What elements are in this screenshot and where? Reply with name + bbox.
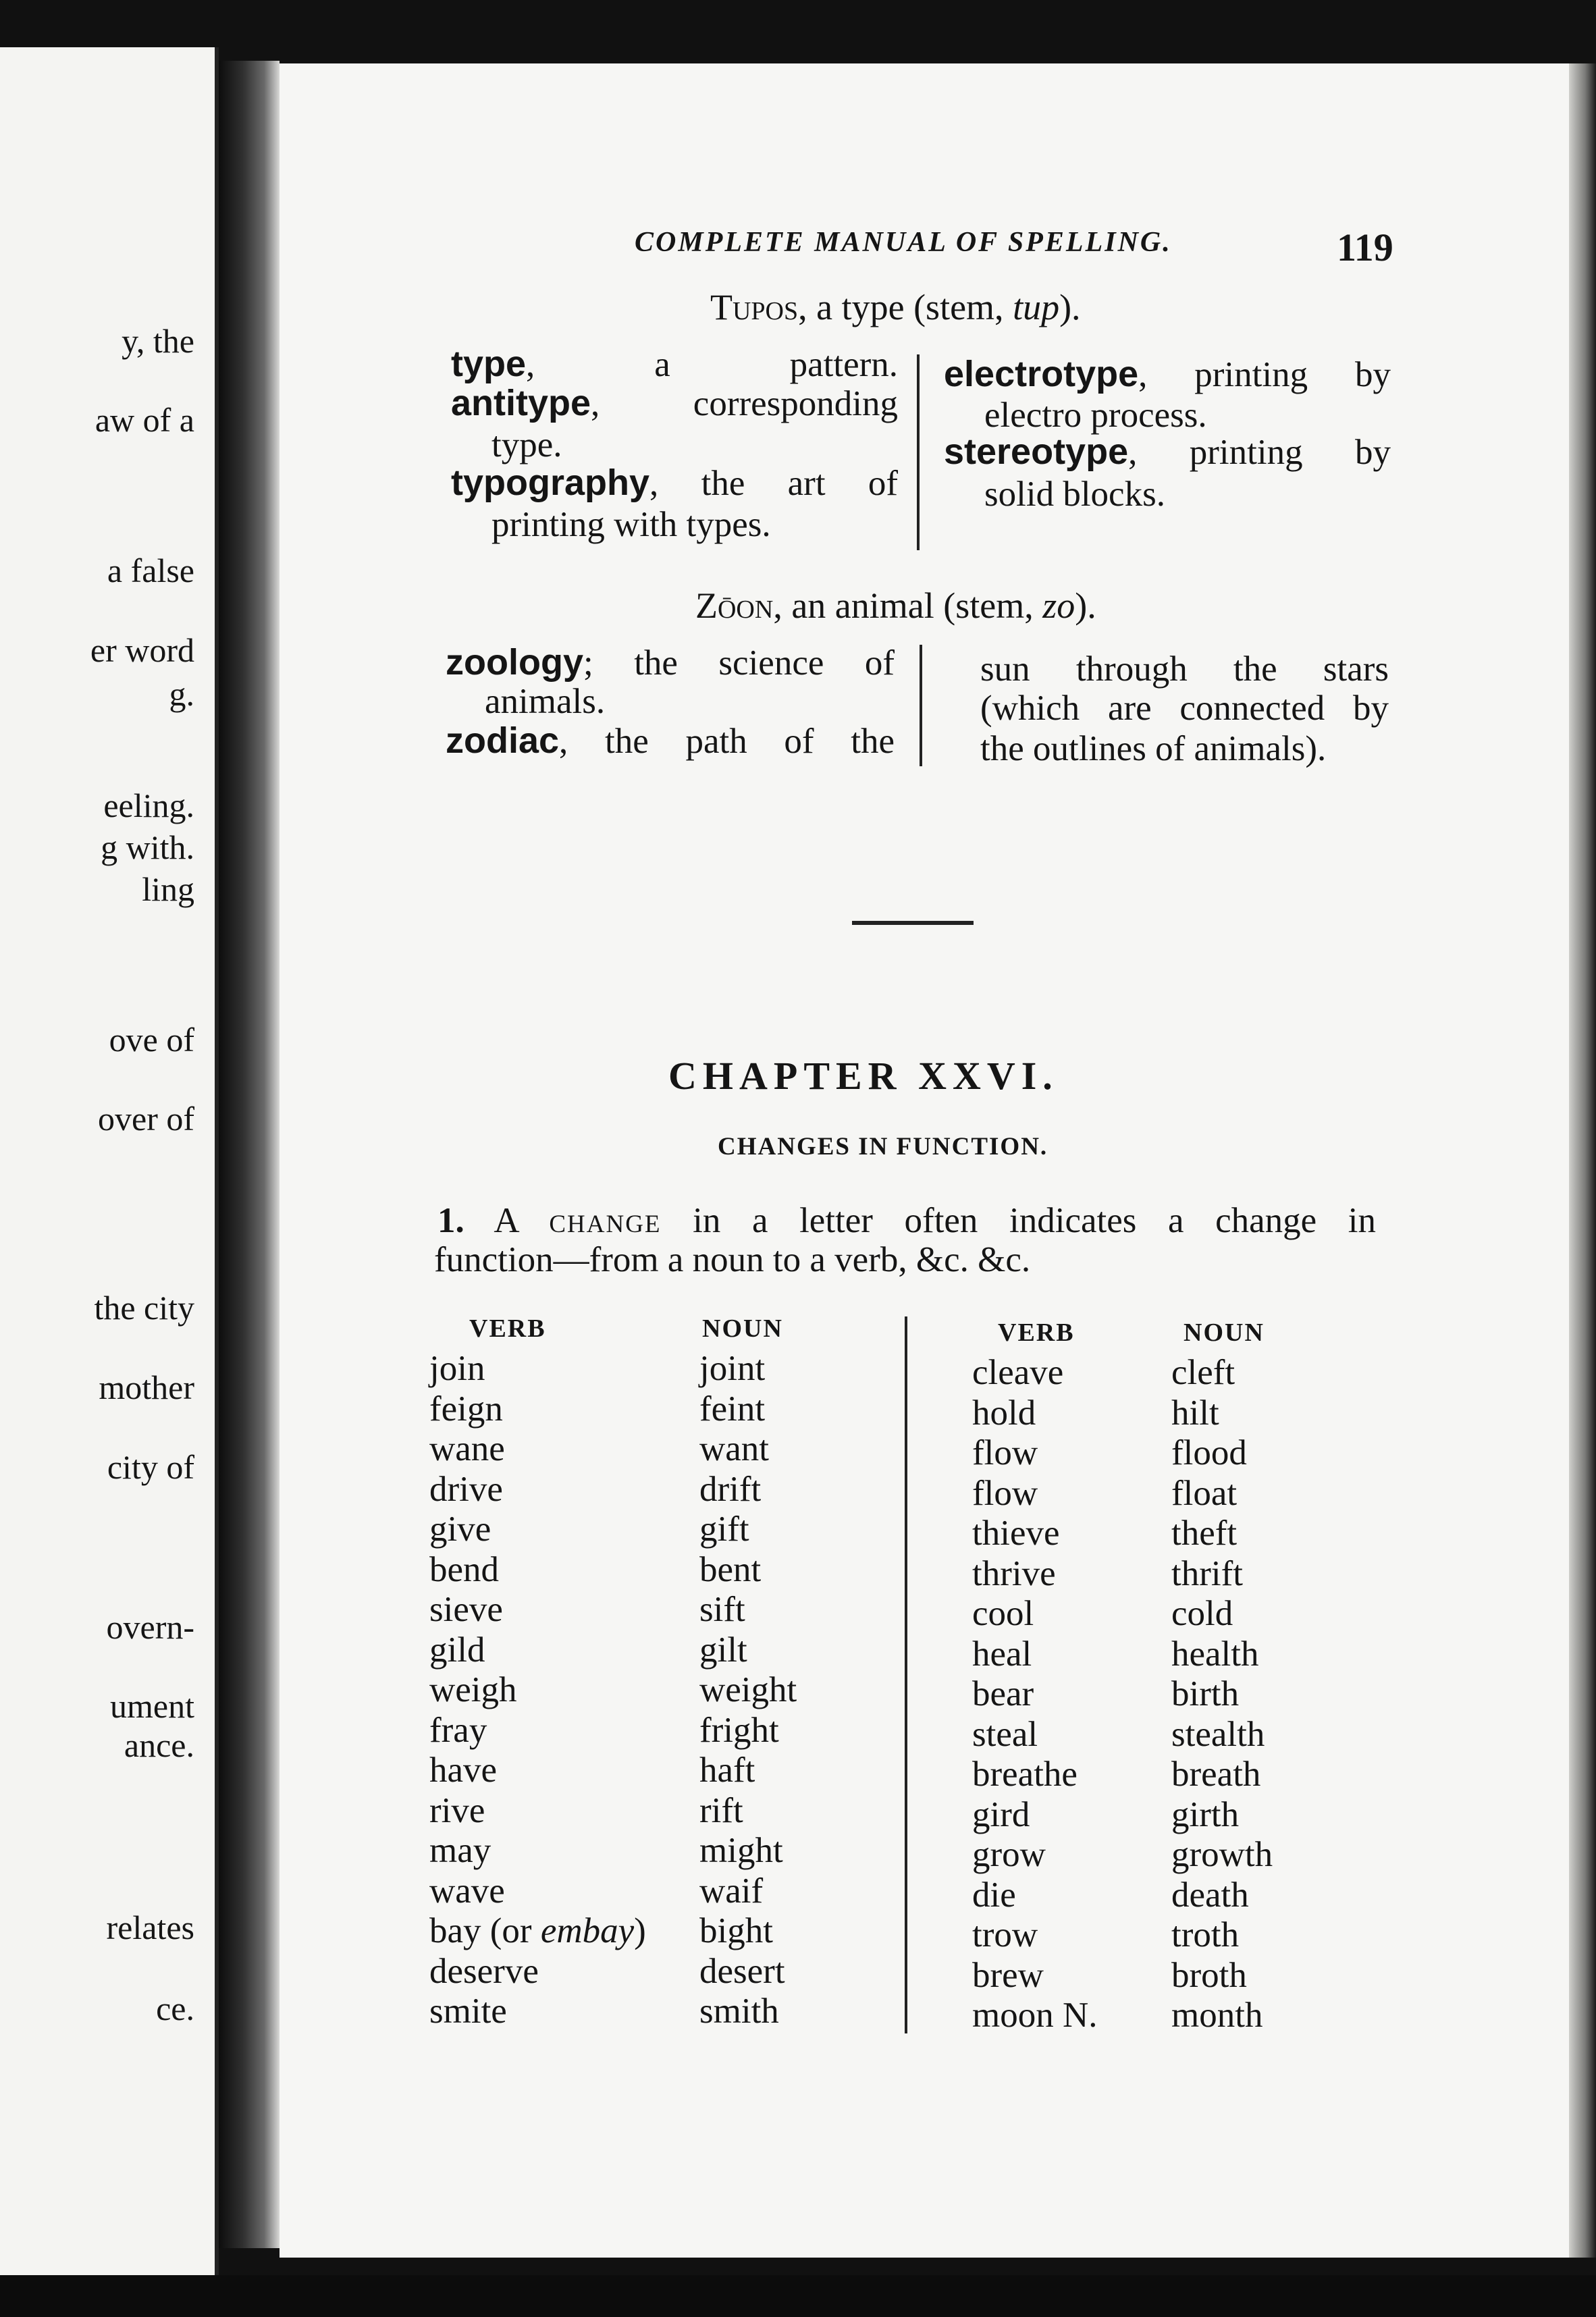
verb-word <box>972 1393 1098 1434</box>
entry-definition: , the path of the <box>559 722 895 761</box>
verb-word-text: bay (or <box>429 1911 541 1950</box>
entry-word: stereotype <box>944 431 1129 472</box>
verb-word <box>429 1470 646 1510</box>
verb-word-text: flow <box>972 1473 1038 1513</box>
right-verb-column <box>972 1353 1098 2036</box>
noun-word-text: girth <box>1171 1794 1240 1834</box>
zodiac-continuation-line-1: sun through the stars <box>980 649 1389 689</box>
left-fragment-line: aw of a <box>95 401 194 439</box>
entry-continuation: animals. <box>485 682 606 721</box>
noun-word-text: fright <box>699 1710 779 1750</box>
left-fragment-line: g. <box>169 675 194 713</box>
noun-word-text: want <box>699 1429 770 1468</box>
verb-word <box>429 1590 646 1630</box>
noun-word <box>699 1952 797 1992</box>
heading-end: ). <box>1075 585 1096 626</box>
noun-word-text: breath <box>1171 1755 1261 1794</box>
verb-word-text: smite <box>429 1992 507 2031</box>
noun-word <box>1171 1915 1273 1956</box>
noun-word-text: might <box>699 1831 783 1870</box>
noun-word <box>1171 1554 1273 1595</box>
noun-word <box>1171 1353 1273 1393</box>
noun-word-text: stealth <box>1171 1714 1265 1754</box>
left-fragment-line: mother <box>99 1368 194 1406</box>
section-heading-zoon <box>695 587 1096 624</box>
noun-word-text: gift <box>699 1510 749 1549</box>
entry-word: typography <box>451 462 650 503</box>
noun-word <box>699 1470 797 1510</box>
paragraph-number: 1. <box>437 1201 464 1240</box>
verb-variant-end: ) <box>634 1911 646 1950</box>
noun-word-text: feint <box>699 1389 766 1429</box>
entry-continuation: electro process. <box>984 396 1207 435</box>
verb-word-text: drive <box>429 1469 503 1509</box>
entry-definition: ; the science of <box>583 643 895 683</box>
verb-word <box>429 1952 646 1992</box>
verb-word-text: gird <box>972 1794 1030 1834</box>
page-edge <box>1569 63 1596 2258</box>
entry-zodiac <box>446 721 895 761</box>
verb-word-text: cleave <box>972 1353 1064 1392</box>
column-divider <box>920 645 922 766</box>
left-fragment-line: ove of <box>109 1021 194 1059</box>
noun-word-text: haft <box>699 1751 755 1790</box>
left-fragment-line: ling <box>142 870 194 908</box>
paragraph-line-1 <box>437 1203 1376 1239</box>
verb-word-text: bend <box>429 1549 500 1589</box>
left-fragment-line: ance. <box>124 1726 194 1764</box>
left-fragment-line: the city <box>94 1289 194 1327</box>
entry-type <box>451 344 898 384</box>
verb-word <box>429 1429 646 1470</box>
entry-continuation: printing with types. <box>491 505 771 544</box>
noun-word <box>699 1670 797 1711</box>
zodiac-continuation-line-2: (which are connected by <box>980 689 1389 728</box>
column-header-noun-right: NOUN <box>1183 1319 1265 1347</box>
verb-word-text: die <box>972 1875 1016 1915</box>
verb-word-text: have <box>429 1751 498 1790</box>
heading-end: ). <box>1059 287 1081 327</box>
left-fragment-line: over of <box>98 1100 194 1138</box>
section-separator <box>852 921 974 925</box>
verb-word <box>429 1510 646 1550</box>
verb-word-text: heal <box>972 1634 1032 1674</box>
noun-word <box>1171 1393 1273 1434</box>
verb-word <box>972 1674 1098 1715</box>
left-fragment-line: a false <box>107 552 194 589</box>
verb-word-text: feign <box>429 1389 503 1429</box>
noun-word-text: death <box>1171 1875 1249 1915</box>
entry-definition: , a pattern. <box>526 345 898 384</box>
verb-word-text: hold <box>972 1393 1036 1433</box>
verb-word-text: weigh <box>429 1670 517 1709</box>
left-fragment-line: eeling. <box>103 787 194 824</box>
right-noun-column <box>1171 1353 1273 2036</box>
heading-stem: tup <box>1013 287 1060 327</box>
verb-word-text: rive <box>429 1790 485 1830</box>
noun-word-text: sift <box>699 1590 745 1629</box>
entry-zoology <box>446 643 895 683</box>
verb-word <box>429 1751 646 1791</box>
entry-word: zodiac <box>446 720 560 761</box>
left-fragment-line: g with. <box>101 828 194 866</box>
noun-word <box>699 1791 797 1832</box>
noun-word <box>1171 1795 1273 1836</box>
noun-word-text: theft <box>1171 1514 1238 1553</box>
left-fragment-line: city of <box>107 1448 194 1486</box>
entry-definition: , corresponding <box>591 384 898 423</box>
verb-word <box>429 1791 646 1832</box>
heading-stem: zo <box>1042 585 1075 626</box>
verb-word <box>429 1670 646 1711</box>
noun-word <box>699 1871 797 1912</box>
column-header-noun-left: NOUN <box>702 1314 783 1343</box>
verb-word-text: cool <box>972 1594 1034 1633</box>
entry-word: antitype <box>451 383 591 423</box>
left-fragment-line: relates <box>106 1909 194 1946</box>
verb-word <box>972 1755 1098 1795</box>
verb-word-text: brew <box>972 1955 1044 1995</box>
verb-word <box>972 1915 1098 1956</box>
verb-word-text: wave <box>429 1871 505 1911</box>
noun-word-text: birth <box>1171 1674 1240 1713</box>
verb-word-text: may <box>429 1831 491 1870</box>
noun-word <box>699 1550 797 1591</box>
verb-word-text: breathe <box>972 1755 1078 1794</box>
noun-word <box>1171 1674 1273 1715</box>
verb-word-text: give <box>429 1510 491 1549</box>
noun-word-text: broth <box>1171 1955 1247 1995</box>
noun-word-text: troth <box>1171 1915 1240 1954</box>
noun-word-text: month <box>1171 1996 1263 2035</box>
verb-word <box>429 1389 646 1430</box>
heading-text: , a type (stem, <box>798 287 1013 327</box>
verb-word <box>429 1630 646 1671</box>
heading-word: Tupos <box>710 287 799 327</box>
noun-word-text: bent <box>699 1549 762 1589</box>
verb-word-text: steal <box>972 1714 1038 1754</box>
noun-word-text: health <box>1171 1634 1259 1674</box>
verb-word <box>972 1835 1098 1875</box>
entry-antitype <box>451 383 898 423</box>
verb-word-text: grow <box>972 1835 1046 1874</box>
chapter-subtitle: CHANGES IN FUNCTION. <box>718 1133 1048 1161</box>
noun-word <box>1171 1433 1273 1474</box>
noun-word-text: thrift <box>1171 1553 1243 1593</box>
verb-word <box>429 1992 646 2032</box>
entry-stereotype <box>944 432 1391 472</box>
verb-word <box>429 1550 646 1591</box>
noun-word-text: waif <box>699 1871 764 1911</box>
noun-word <box>1171 1835 1273 1875</box>
noun-word-text: bight <box>699 1911 773 1950</box>
left-fragment-line: ument <box>110 1687 194 1725</box>
paragraph-line-2: function—from a noun to a verb, &c. &c. <box>434 1240 1031 1279</box>
noun-word <box>699 1590 797 1630</box>
noun-word <box>1171 1594 1273 1634</box>
zodiac-continuation-line-3: the outlines of animals). <box>980 729 1327 768</box>
noun-word-text: flood <box>1171 1433 1247 1472</box>
verb-word-text: thrive <box>972 1553 1056 1593</box>
left-fragment-line: er word <box>90 631 194 669</box>
heading-text: , an animal (stem, <box>773 585 1043 626</box>
entry-definition: , printing by <box>1128 433 1391 472</box>
paragraph-text: in a letter often indicates a change in <box>693 1201 1376 1240</box>
entry-definition: , the art of <box>649 464 898 503</box>
left-fragment-line: overn- <box>106 1608 194 1646</box>
verb-word-text: bear <box>972 1674 1034 1713</box>
noun-word-text: float <box>1171 1473 1238 1513</box>
entry-word: type <box>451 344 527 384</box>
noun-word <box>1171 1715 1273 1755</box>
noun-word <box>1171 1634 1273 1675</box>
running-head: COMPLETE MANUAL OF SPELLING. <box>635 227 1172 258</box>
column-header-verb-left: VERB <box>469 1314 546 1343</box>
noun-word <box>1171 1996 1273 2036</box>
noun-word-text: joint <box>699 1349 766 1388</box>
noun-word <box>699 1911 797 1952</box>
noun-word-text: cleft <box>1171 1353 1235 1392</box>
table-divider <box>905 1316 907 2033</box>
verb-word <box>429 1349 646 1389</box>
heading-word: Zōon <box>695 585 774 626</box>
left-fragment-line: y, the <box>122 322 194 360</box>
entry-typography <box>451 463 898 503</box>
column-divider <box>917 354 920 550</box>
verb-word <box>972 1433 1098 1474</box>
verb-word <box>429 1831 646 1871</box>
verb-word <box>429 1711 646 1751</box>
left-verb-column <box>429 1349 646 2032</box>
entry-word: electrotype <box>944 354 1139 394</box>
noun-word <box>699 1510 797 1550</box>
left-noun-column <box>699 1349 797 2032</box>
entry-electrotype <box>944 354 1391 394</box>
verb-word <box>429 1911 646 1952</box>
verb-word <box>972 1634 1098 1675</box>
verb-word-text: gild <box>429 1630 485 1670</box>
noun-word <box>1171 1474 1273 1514</box>
noun-word <box>699 1349 797 1389</box>
verb-word <box>972 1715 1098 1755</box>
verb-word-text: wane <box>429 1429 505 1468</box>
left-fragment-line: ce. <box>156 1990 194 2027</box>
left-page-fragment <box>0 47 219 2275</box>
verb-word <box>972 1554 1098 1595</box>
page-number: 119 <box>1337 225 1393 269</box>
verb-word-text: trow <box>972 1915 1038 1954</box>
verb-word <box>972 1956 1098 1996</box>
scan-border <box>0 2275 1596 2317</box>
noun-word-text: hilt <box>1171 1393 1219 1433</box>
noun-word-text: rift <box>699 1790 743 1830</box>
paragraph-emphasis: change <box>549 1201 662 1240</box>
verb-word <box>972 1474 1098 1514</box>
verb-word-text: join <box>429 1349 485 1388</box>
verb-word-text: flow <box>972 1433 1038 1472</box>
entry-continuation: type. <box>491 425 562 464</box>
noun-word <box>699 1711 797 1751</box>
paragraph-lead: A <box>494 1201 518 1240</box>
verb-variant: embay <box>540 1911 635 1950</box>
noun-word <box>1171 1514 1273 1554</box>
noun-word-text: drift <box>699 1469 762 1509</box>
book-spine <box>219 61 280 2248</box>
verb-word-text: sieve <box>429 1590 503 1629</box>
noun-word <box>1171 1755 1273 1795</box>
verb-word <box>972 1353 1098 1393</box>
noun-word-text: cold <box>1171 1594 1233 1633</box>
verb-word-text: thieve <box>972 1514 1060 1553</box>
noun-word <box>1171 1875 1273 1916</box>
chapter-title: CHAPTER XXVI. <box>668 1054 1059 1098</box>
noun-word <box>699 1630 797 1671</box>
entry-definition: , printing by <box>1138 355 1391 394</box>
verb-word-text: deserve <box>429 1951 539 1991</box>
noun-word <box>699 1992 797 2032</box>
noun-word-text: desert <box>699 1951 785 1991</box>
entry-continuation: solid blocks. <box>984 475 1165 514</box>
verb-word <box>972 1795 1098 1836</box>
verb-word <box>972 1996 1098 2036</box>
noun-word <box>699 1751 797 1791</box>
noun-word-text: weight <box>699 1670 797 1709</box>
column-header-verb-right: VERB <box>998 1319 1075 1347</box>
noun-word-text: gilt <box>699 1630 747 1670</box>
noun-word-text: smith <box>699 1992 779 2031</box>
verb-word-text: fray <box>429 1710 487 1750</box>
section-heading-tupos <box>710 289 1081 325</box>
noun-word <box>1171 1956 1273 1996</box>
noun-word <box>699 1389 797 1430</box>
verb-word <box>972 1594 1098 1634</box>
noun-word <box>699 1831 797 1871</box>
noun-word-text: growth <box>1171 1835 1273 1874</box>
verb-word <box>429 1871 646 1912</box>
verb-word <box>972 1514 1098 1554</box>
verb-word <box>972 1875 1098 1916</box>
entry-word: zoology <box>446 642 583 683</box>
verb-word-text: moon N. <box>972 1996 1098 2035</box>
noun-word <box>699 1429 797 1470</box>
